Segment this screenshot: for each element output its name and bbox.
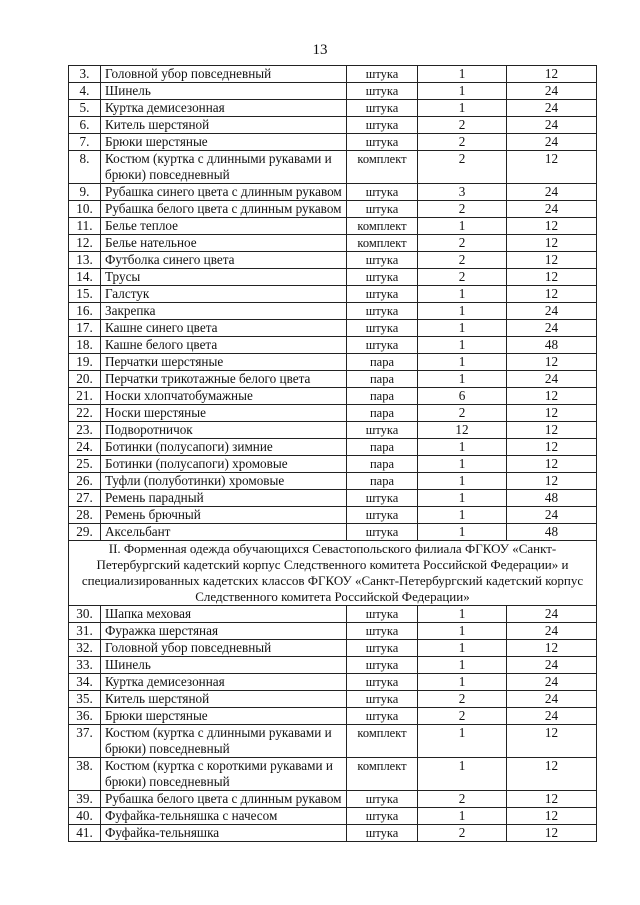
table-row xyxy=(69,303,597,320)
item-name: Ремень брючный xyxy=(101,507,347,524)
table-row xyxy=(69,252,597,269)
table-row xyxy=(69,354,597,371)
item-name: Ботинки (полусапоги) хромовые xyxy=(101,456,347,473)
row-number: 13. xyxy=(69,252,101,269)
item-unit: штука xyxy=(347,134,418,151)
item-wear-term: 12 xyxy=(507,235,597,252)
item-unit: штука xyxy=(347,117,418,134)
table-row xyxy=(69,405,597,422)
item-wear-term: 12 xyxy=(507,218,597,235)
item-wear-term: 12 xyxy=(507,286,597,303)
row-number: 8. xyxy=(69,151,101,184)
row-number: 19. xyxy=(69,354,101,371)
item-name: Фуфайка-тельняшка с начесом xyxy=(101,808,347,825)
item-quantity: 1 xyxy=(418,66,507,83)
item-quantity: 1 xyxy=(418,354,507,371)
item-quantity: 2 xyxy=(418,201,507,218)
row-number: 41. xyxy=(69,825,101,842)
item-wear-term: 24 xyxy=(507,623,597,640)
item-name: Рубашка белого цвета с длинным рукавом xyxy=(101,201,347,218)
item-name: Шинель xyxy=(101,83,347,100)
item-quantity: 1 xyxy=(418,507,507,524)
item-quantity: 1 xyxy=(418,623,507,640)
item-unit: штука xyxy=(347,490,418,507)
item-name: Туфли (полуботинки) хромовые xyxy=(101,473,347,490)
item-wear-term: 12 xyxy=(507,151,597,184)
item-quantity: 2 xyxy=(418,235,507,252)
table-row xyxy=(69,184,597,201)
item-quantity: 1 xyxy=(418,674,507,691)
item-unit: штука xyxy=(347,100,418,117)
item-quantity: 1 xyxy=(418,83,507,100)
row-number: 5. xyxy=(69,100,101,117)
item-name: Ремень парадный xyxy=(101,490,347,507)
item-quantity: 2 xyxy=(418,708,507,725)
item-name: Шинель xyxy=(101,657,347,674)
item-unit: штука xyxy=(347,422,418,439)
item-quantity: 6 xyxy=(418,388,507,405)
table-body-part1 xyxy=(69,66,597,541)
item-wear-term: 24 xyxy=(507,83,597,100)
item-name: Фуражка шерстяная xyxy=(101,623,347,640)
item-name: Перчатки трикотажные белого цвета xyxy=(101,371,347,388)
row-number: 7. xyxy=(69,134,101,151)
item-quantity: 2 xyxy=(418,825,507,842)
uniform-items-table xyxy=(68,65,597,842)
table-row xyxy=(69,100,597,117)
table-row xyxy=(69,286,597,303)
item-unit: штука xyxy=(347,791,418,808)
row-number: 22. xyxy=(69,405,101,422)
item-unit: пара xyxy=(347,405,418,422)
table-row xyxy=(69,235,597,252)
table-row xyxy=(69,439,597,456)
row-number: 4. xyxy=(69,83,101,100)
item-quantity: 1 xyxy=(418,725,507,758)
item-quantity: 2 xyxy=(418,269,507,286)
item-unit: пара xyxy=(347,354,418,371)
table-row xyxy=(69,456,597,473)
item-wear-term: 12 xyxy=(507,388,597,405)
table-row xyxy=(69,825,597,842)
row-number: 15. xyxy=(69,286,101,303)
row-number: 35. xyxy=(69,691,101,708)
item-wear-term: 48 xyxy=(507,524,597,541)
item-unit: пара xyxy=(347,371,418,388)
item-unit: штука xyxy=(347,269,418,286)
table-row xyxy=(69,320,597,337)
item-unit: штука xyxy=(347,337,418,354)
item-quantity: 1 xyxy=(418,808,507,825)
item-name: Куртка демисезонная xyxy=(101,674,347,691)
item-quantity: 1 xyxy=(418,100,507,117)
item-unit: штука xyxy=(347,524,418,541)
item-name: Головной убор повседневный xyxy=(101,640,347,657)
row-number: 30. xyxy=(69,606,101,623)
item-name: Галстук xyxy=(101,286,347,303)
table-row xyxy=(69,708,597,725)
item-wear-term: 24 xyxy=(507,371,597,388)
item-quantity: 1 xyxy=(418,606,507,623)
item-name: Костюм (куртка с короткими рукавами и брюки) повседневный xyxy=(101,758,347,791)
item-quantity: 1 xyxy=(418,371,507,388)
item-wear-term: 24 xyxy=(507,708,597,725)
item-quantity: 1 xyxy=(418,758,507,791)
row-number: 18. xyxy=(69,337,101,354)
row-number: 17. xyxy=(69,320,101,337)
item-name: Ботинки (полусапоги) зимние xyxy=(101,439,347,456)
item-quantity: 1 xyxy=(418,439,507,456)
item-wear-term: 12 xyxy=(507,405,597,422)
item-unit: комплект xyxy=(347,218,418,235)
item-unit: штука xyxy=(347,623,418,640)
table-row xyxy=(69,422,597,439)
item-name: Аксельбант xyxy=(101,524,347,541)
item-unit: штука xyxy=(347,674,418,691)
item-unit: штука xyxy=(347,657,418,674)
row-number: 39. xyxy=(69,791,101,808)
table-row xyxy=(69,269,597,286)
item-unit: штука xyxy=(347,691,418,708)
table-row xyxy=(69,623,597,640)
item-quantity: 1 xyxy=(418,337,507,354)
item-unit: пара xyxy=(347,456,418,473)
item-wear-term: 24 xyxy=(507,606,597,623)
table-row xyxy=(69,66,597,83)
item-unit: штука xyxy=(347,708,418,725)
table-row xyxy=(69,606,597,623)
item-wear-term: 12 xyxy=(507,725,597,758)
table-row xyxy=(69,337,597,354)
item-name: Куртка демисезонная xyxy=(101,100,347,117)
row-number: 12. xyxy=(69,235,101,252)
item-unit: комплект xyxy=(347,725,418,758)
item-quantity: 1 xyxy=(418,218,507,235)
item-unit: штука xyxy=(347,507,418,524)
item-unit: штука xyxy=(347,286,418,303)
item-wear-term: 12 xyxy=(507,808,597,825)
row-number: 6. xyxy=(69,117,101,134)
item-wear-term: 24 xyxy=(507,303,597,320)
row-number: 34. xyxy=(69,674,101,691)
item-wear-term: 12 xyxy=(507,252,597,269)
item-name: Кашне белого цвета xyxy=(101,337,347,354)
item-name: Шапка меховая xyxy=(101,606,347,623)
item-unit: штука xyxy=(347,303,418,320)
item-name: Брюки шерстяные xyxy=(101,134,347,151)
item-wear-term: 24 xyxy=(507,117,597,134)
table-row xyxy=(69,134,597,151)
table-row xyxy=(69,640,597,657)
item-wear-term: 24 xyxy=(507,674,597,691)
item-quantity: 2 xyxy=(418,405,507,422)
item-unit: штука xyxy=(347,201,418,218)
table-row xyxy=(69,507,597,524)
item-name: Кашне синего цвета xyxy=(101,320,347,337)
item-name: Костюм (куртка с длинными рукавами и брюки) повседневный xyxy=(101,725,347,758)
table-row xyxy=(69,490,597,507)
item-quantity: 2 xyxy=(418,691,507,708)
row-number: 28. xyxy=(69,507,101,524)
section-heading: II. Форменная одежда обучающихся Севастопольского филиала ФГКОУ «Санкт-Петербургский кадетский корпус Следственного комитета Российской Федерации» и специализированных кадетских классов ФГКОУ «Санкт-Петербургский кадетский корпус Следственного комитета Российской Федерации» xyxy=(69,541,597,606)
item-unit: штука xyxy=(347,808,418,825)
item-wear-term: 12 xyxy=(507,422,597,439)
item-wear-term: 12 xyxy=(507,473,597,490)
item-quantity: 1 xyxy=(418,473,507,490)
item-wear-term: 12 xyxy=(507,66,597,83)
item-quantity: 2 xyxy=(418,791,507,808)
item-wear-term: 24 xyxy=(507,320,597,337)
table-row xyxy=(69,473,597,490)
table-row xyxy=(69,201,597,218)
item-wear-term: 24 xyxy=(507,184,597,201)
row-number: 20. xyxy=(69,371,101,388)
item-name: Костюм (куртка с длинными рукавами и брюки) повседневный xyxy=(101,151,347,184)
table-row xyxy=(69,151,597,184)
item-wear-term: 24 xyxy=(507,691,597,708)
row-number: 26. xyxy=(69,473,101,490)
item-name: Белье теплое xyxy=(101,218,347,235)
row-number: 21. xyxy=(69,388,101,405)
row-number: 31. xyxy=(69,623,101,640)
item-name: Трусы xyxy=(101,269,347,286)
item-unit: штука xyxy=(347,320,418,337)
item-name: Носки шерстяные xyxy=(101,405,347,422)
table-row xyxy=(69,83,597,100)
item-quantity: 1 xyxy=(418,303,507,320)
item-name: Белье нательное xyxy=(101,235,347,252)
item-quantity: 1 xyxy=(418,320,507,337)
table-body-part2 xyxy=(69,606,597,842)
row-number: 32. xyxy=(69,640,101,657)
row-number: 16. xyxy=(69,303,101,320)
item-quantity: 1 xyxy=(418,524,507,541)
item-name: Подворотничок xyxy=(101,422,347,439)
row-number: 10. xyxy=(69,201,101,218)
item-name: Китель шерстяной xyxy=(101,117,347,134)
item-name: Фуфайка-тельняшка xyxy=(101,825,347,842)
item-wear-term: 24 xyxy=(507,657,597,674)
item-quantity: 3 xyxy=(418,184,507,201)
item-name: Перчатки шерстяные xyxy=(101,354,347,371)
item-quantity: 1 xyxy=(418,286,507,303)
item-name: Рубашка синего цвета с длинным рукавом xyxy=(101,184,347,201)
row-number: 14. xyxy=(69,269,101,286)
table-row xyxy=(69,117,597,134)
table-row xyxy=(69,218,597,235)
row-number: 23. xyxy=(69,422,101,439)
table-row xyxy=(69,691,597,708)
item-wear-term: 48 xyxy=(507,490,597,507)
section-heading-body xyxy=(69,541,597,606)
table-row xyxy=(69,791,597,808)
row-number: 24. xyxy=(69,439,101,456)
page-number: 13 xyxy=(312,42,328,58)
item-unit: штука xyxy=(347,640,418,657)
item-wear-term: 24 xyxy=(507,507,597,524)
item-unit: штука xyxy=(347,606,418,623)
item-unit: комплект xyxy=(347,758,418,791)
table-row xyxy=(69,674,597,691)
item-wear-term: 12 xyxy=(507,640,597,657)
item-wear-term: 24 xyxy=(507,100,597,117)
item-quantity: 1 xyxy=(418,456,507,473)
item-unit: штука xyxy=(347,252,418,269)
table-row xyxy=(69,524,597,541)
item-wear-term: 12 xyxy=(507,825,597,842)
item-wear-term: 12 xyxy=(507,354,597,371)
item-wear-term: 48 xyxy=(507,337,597,354)
row-number: 11. xyxy=(69,218,101,235)
item-name: Рубашка белого цвета с длинным рукавом xyxy=(101,791,347,808)
table-row xyxy=(69,725,597,758)
item-unit: штука xyxy=(347,66,418,83)
item-quantity: 2 xyxy=(418,252,507,269)
table-row xyxy=(69,657,597,674)
item-unit: штука xyxy=(347,184,418,201)
item-wear-term: 12 xyxy=(507,456,597,473)
row-number: 36. xyxy=(69,708,101,725)
item-unit: пара xyxy=(347,473,418,490)
item-wear-term: 24 xyxy=(507,134,597,151)
item-name: Китель шерстяной xyxy=(101,691,347,708)
item-quantity: 2 xyxy=(418,134,507,151)
table-row xyxy=(69,758,597,791)
item-quantity: 1 xyxy=(418,657,507,674)
item-wear-term: 12 xyxy=(507,439,597,456)
row-number: 38. xyxy=(69,758,101,791)
item-name: Закрепка xyxy=(101,303,347,320)
item-quantity: 12 xyxy=(418,422,507,439)
row-number: 3. xyxy=(69,66,101,83)
item-quantity: 1 xyxy=(418,490,507,507)
item-unit: пара xyxy=(347,439,418,456)
item-name: Носки хлопчатобумажные xyxy=(101,388,347,405)
table-row xyxy=(69,371,597,388)
item-quantity: 1 xyxy=(418,640,507,657)
row-number: 29. xyxy=(69,524,101,541)
row-number: 40. xyxy=(69,808,101,825)
item-wear-term: 24 xyxy=(507,201,597,218)
item-unit: пара xyxy=(347,388,418,405)
item-name: Головной убор повседневный xyxy=(101,66,347,83)
row-number: 33. xyxy=(69,657,101,674)
table-row xyxy=(69,388,597,405)
item-wear-term: 12 xyxy=(507,791,597,808)
item-unit: штука xyxy=(347,83,418,100)
item-quantity: 2 xyxy=(418,151,507,184)
item-wear-term: 12 xyxy=(507,269,597,286)
table-row xyxy=(69,808,597,825)
item-unit: комплект xyxy=(347,235,418,252)
item-wear-term: 12 xyxy=(507,758,597,791)
item-name: Брюки шерстяные xyxy=(101,708,347,725)
section-heading-row xyxy=(69,541,597,606)
item-unit: комплект xyxy=(347,151,418,184)
row-number: 9. xyxy=(69,184,101,201)
item-quantity: 2 xyxy=(418,117,507,134)
item-unit: штука xyxy=(347,825,418,842)
row-number: 25. xyxy=(69,456,101,473)
row-number: 37. xyxy=(69,725,101,758)
item-name: Футболка синего цвета xyxy=(101,252,347,269)
row-number: 27. xyxy=(69,490,101,507)
